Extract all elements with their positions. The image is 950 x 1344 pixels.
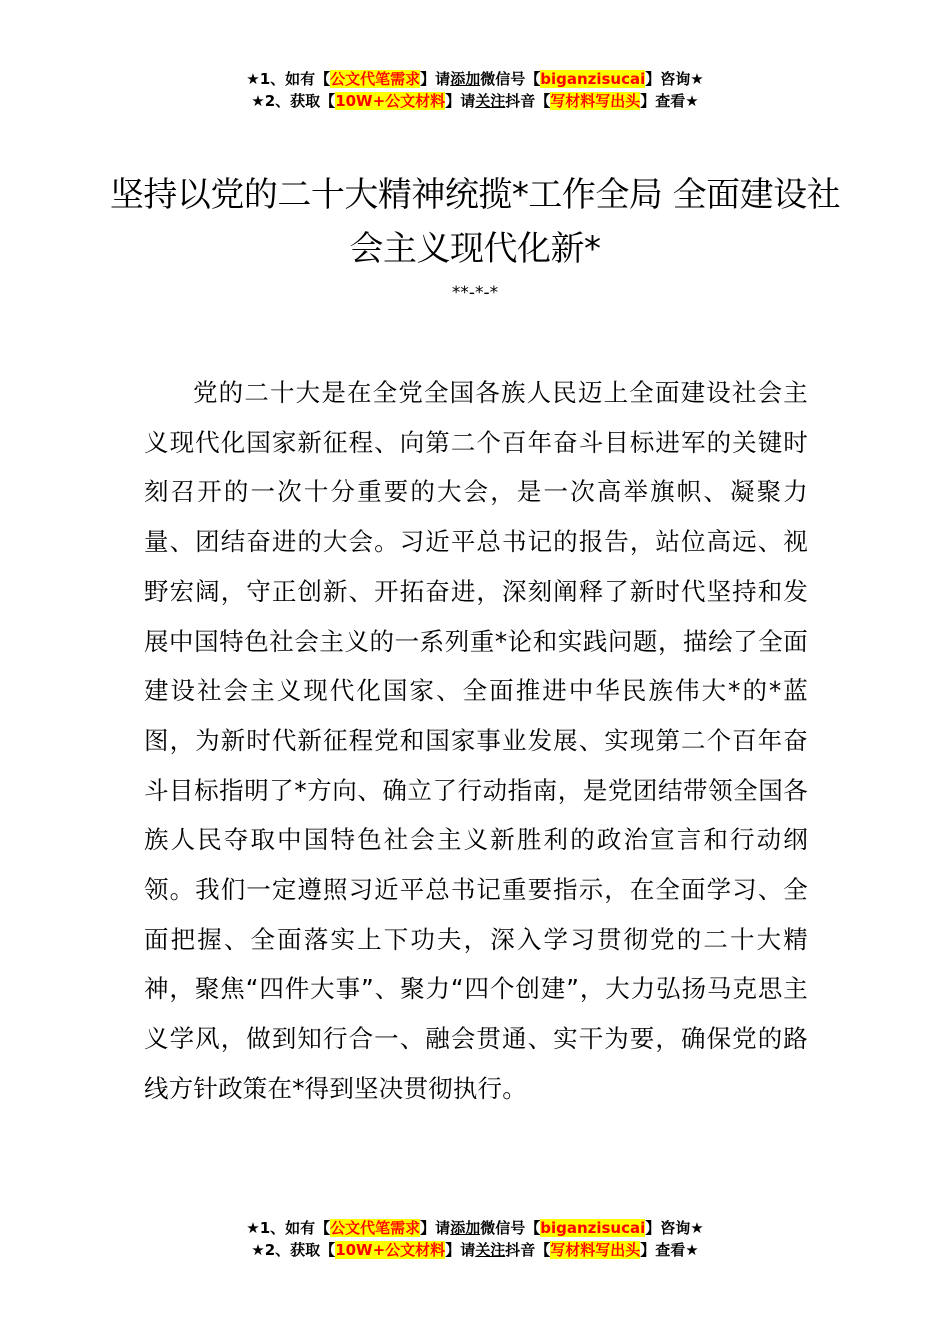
promo-text: 】查看★ [640, 92, 699, 110]
promo-highlight: 公文代笔需求 [330, 1219, 421, 1237]
promo-underlined: 关注 [475, 92, 506, 110]
promo-text: ★2、获取【 [251, 92, 336, 110]
promo-text: ★2、获取【 [251, 1241, 336, 1259]
promo-underlined: 关注 [475, 1241, 506, 1259]
promo-highlight: biganzisucai [540, 70, 646, 88]
document-title: 坚持以党的二十大精神统揽*工作全局 全面建设社会主义现代化新* [109, 175, 841, 269]
promo-line-1 [0, 68, 950, 90]
promo-highlight: 10W+公文材料 [335, 1241, 446, 1259]
promo-text: 微信号【 [480, 1219, 541, 1237]
promo-highlight: 公文代笔需求 [330, 70, 421, 88]
promo-text: 抖音【 [505, 92, 551, 110]
promo-text: ★1、如有【 [246, 70, 331, 88]
promo-line-2 [0, 90, 950, 112]
body-paragraph: 党的二十大是在全党全国各族人民迈上全面建设社会主义现代化国家新征程、向第二个百年奋斗目标进军的关键时刻召开的一次十分重要的大会，是一次高举旗帜、凝聚力量、团结奋进的大会。习近平总书记的报告，站位高远、视野宏阔，守正创新、开拓奋进，深刻阐释了新时代坚持和发展中国特色社会主义的一系列重*论和实践问题，描绘了全面建设社会主义现代化国家、全面推进中华民族伟大*的*蓝图，为新时代新征程党和国家事业发展、实现第二个百年奋斗目标指明了*方向、确立了行动指南，是党团结带领全国各族人民夺取中国特色社会主义新胜利的政治宣言和行动纲领。我们一定遵照习近平总书记重要指示，在全面学习、全面把握、全面落实上下功夫，深入学习贯彻党的二十大精神，聚焦“四件大事”、聚力“四个创建”，大力弘扬马克思主义学风，做到知行合一、融会贯通、实干为要，确保党的路线方针政策在*得到坚决贯彻执行。 [144, 378, 808, 1103]
promo-line-2 [0, 1239, 950, 1261]
promo-underlined: 添加 [450, 70, 481, 88]
promo-text: 抖音【 [505, 1241, 551, 1259]
promo-text: 】请 [420, 1219, 451, 1237]
promo-text: 微信号【 [480, 70, 541, 88]
promo-text: ★1、如有【 [246, 1219, 331, 1237]
promo-banner-bottom [0, 1217, 950, 1261]
promo-highlight: 写材料写出头 [550, 1241, 641, 1259]
promo-highlight: biganzisucai [540, 1219, 646, 1237]
promo-text: 】咨询★ [645, 1219, 704, 1237]
promo-underlined: 添加 [450, 1219, 481, 1237]
promo-text: 】查看★ [640, 1241, 699, 1259]
promo-text: 】请 [445, 92, 476, 110]
promo-highlight: 写材料写出头 [550, 92, 641, 110]
promo-highlight: 10W+公文材料 [335, 92, 446, 110]
promo-text: 】咨询★ [645, 70, 704, 88]
promo-text: 】请 [420, 70, 451, 88]
promo-line-1 [0, 1217, 950, 1239]
promo-banner-top [0, 68, 950, 112]
promo-text: 】请 [445, 1241, 476, 1259]
document-author: **-*-* [451, 283, 499, 303]
